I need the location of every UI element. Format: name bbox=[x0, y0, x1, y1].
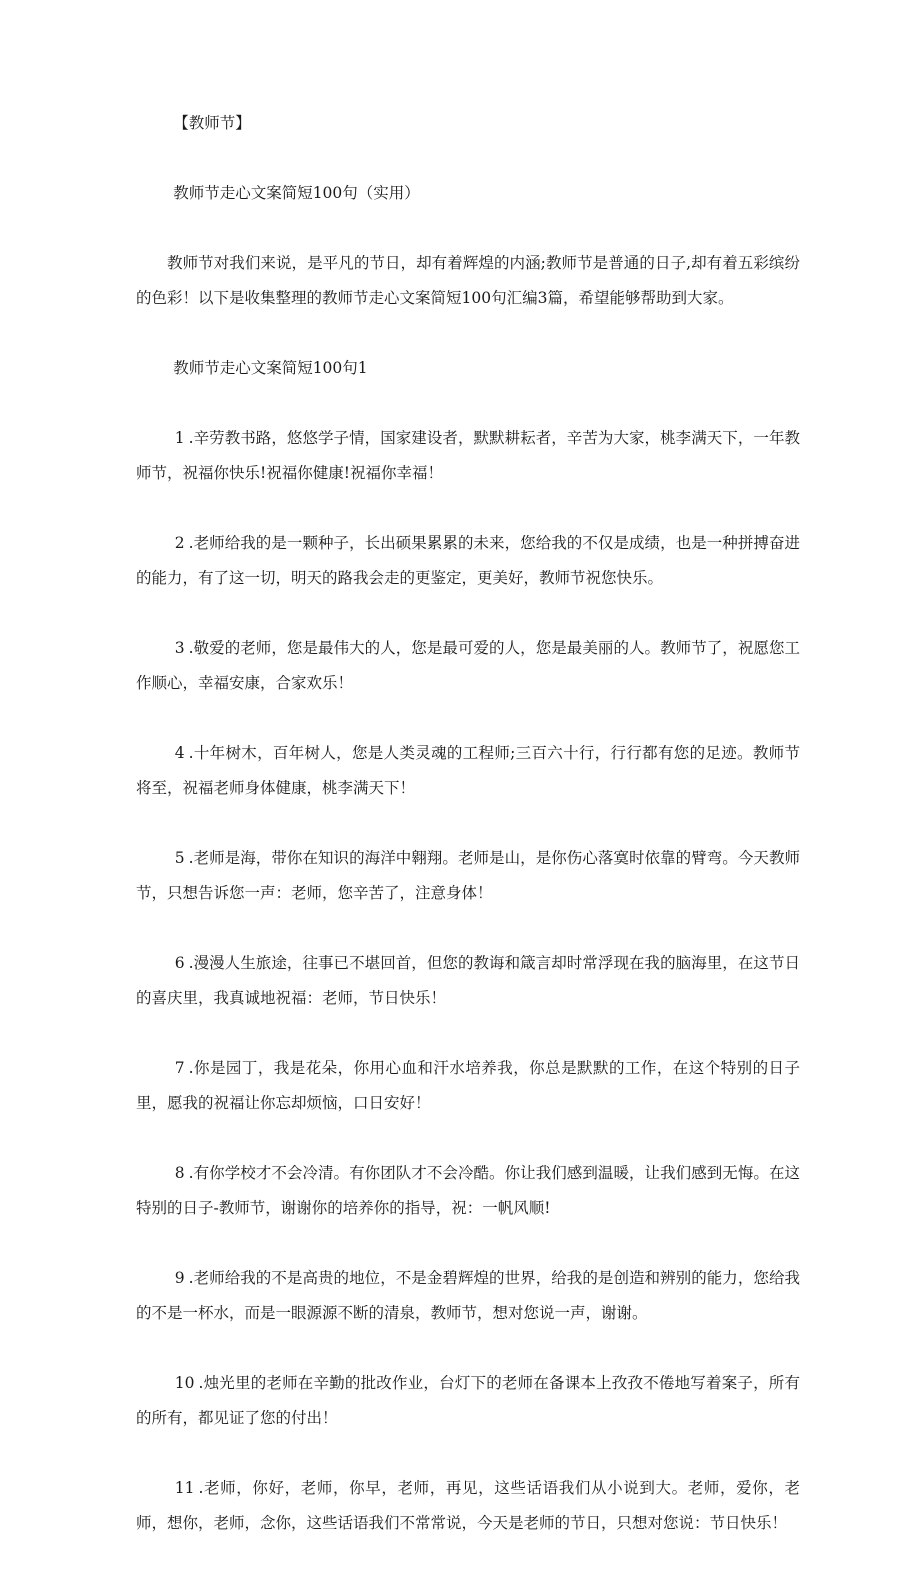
item-number: 4 bbox=[174, 744, 185, 762]
subheading: 教师节走心文案简短100句1 bbox=[173, 359, 368, 377]
item-text: .漫漫人生旅途，往事已不堪回首，但您的教诲和箴言却时常浮现在我的脑海里，在这节日的喜庆里，我真诚地祝福：老师，节日快乐！ bbox=[136, 954, 800, 1007]
list-item bbox=[136, 1261, 800, 1331]
item-number: 8 bbox=[174, 1164, 185, 1182]
item-text: .敬爱的老师，您是最伟大的人，您是最可爱的人，您是最美丽的人。教师节了，祝愿您工作顺心，幸福安康，合家欢乐！ bbox=[136, 639, 800, 692]
intro-paragraph: 教师节对我们来说，是平凡的节日，却有着辉煌的内涵;教师节是普通的日子,却有着五彩缤纷的色彩！以下是收集整理的教师节走心文案简短100句汇编3篇，希望能够帮助到大家。 bbox=[136, 254, 800, 307]
item-text: .你是园丁，我是花朵，你用心血和汗水培养我，你总是默默的工作，在这个特别的日子里，愿我的祝福让你忘却烦恼，口日安好！ bbox=[136, 1059, 800, 1112]
item-text: .老师是海，带你在知识的海洋中翱翔。老师是山，是你伤心落寞时依靠的臂弯。今天教师节，只想告诉您一声：老师，您辛苦了，注意身体！ bbox=[136, 849, 800, 902]
document-title: 教师节走心文案简短100句（实用） bbox=[173, 184, 420, 202]
item-text: .有你学校才不会冷清。有你团队才不会冷酷。你让我们感到温暖，让我们感到无悔。在这特别的日子-教师节，谢谢你的培养你的指导，祝：一帆风顺! bbox=[136, 1164, 800, 1217]
item-number: 3 bbox=[174, 639, 185, 657]
item-text: .十年树木，百年树人，您是人类灵魂的工程师;三百六十行，行行都有您的足迹。教师节将至，祝福老师身体健康，桃李满天下！ bbox=[136, 744, 800, 797]
list-item bbox=[136, 421, 800, 491]
list-item bbox=[136, 841, 800, 911]
item-number: 11 bbox=[174, 1479, 195, 1497]
item-number: 5 bbox=[174, 849, 185, 867]
list-item bbox=[136, 1051, 800, 1121]
item-text: .辛劳教书路，悠悠学子情，国家建设者，默默耕耘者，辛苦为大家，桃李满天下，一年教师节，祝福你快乐!祝福你健康!祝福你幸福！ bbox=[136, 429, 800, 482]
item-text: .老师，你好，老师，你早，老师，再见，这些话语我们从小说到大。老师，爱你，老师，想你，老师，念你，这些话语我们不常常说，今天是老师的节日，只想对您说：节日快乐！ bbox=[136, 1479, 800, 1532]
item-number: 6 bbox=[174, 954, 185, 972]
item-text: .老师给我的不是高贵的地位，不是金碧辉煌的世界，给我的是创造和辨别的能力，您给我的不是一杯水，而是一眼源源不断的清泉，教师节，想对您说一声，谢谢。 bbox=[136, 1269, 800, 1322]
item-text: .烛光里的老师在辛勤的批改作业，台灯下的老师在备课本上孜孜不倦地写着案子，所有的所有，都见证了您的付出！ bbox=[136, 1374, 800, 1427]
list-item bbox=[136, 736, 800, 806]
document-body bbox=[136, 106, 800, 1576]
item-number: 10 bbox=[174, 1374, 195, 1392]
list-item bbox=[136, 1471, 800, 1541]
section-tag: 【教师节】 bbox=[173, 114, 251, 132]
list-item bbox=[136, 631, 800, 701]
item-number: 9 bbox=[174, 1269, 185, 1287]
item-text: .老师给我的是一颗种子，长出硕果累累的未来，您给我的不仅是成绩，也是一种拼搏奋进的能力，有了这一切，明天的路我会走的更鉴定，更美好，教师节祝您快乐。 bbox=[136, 534, 800, 587]
list-item bbox=[136, 1366, 800, 1436]
list-item bbox=[136, 526, 800, 596]
item-number: 1 bbox=[174, 429, 185, 447]
list-item bbox=[136, 946, 800, 1016]
item-number: 2 bbox=[174, 534, 185, 552]
item-number: 7 bbox=[174, 1059, 185, 1077]
list-item bbox=[136, 1156, 800, 1226]
